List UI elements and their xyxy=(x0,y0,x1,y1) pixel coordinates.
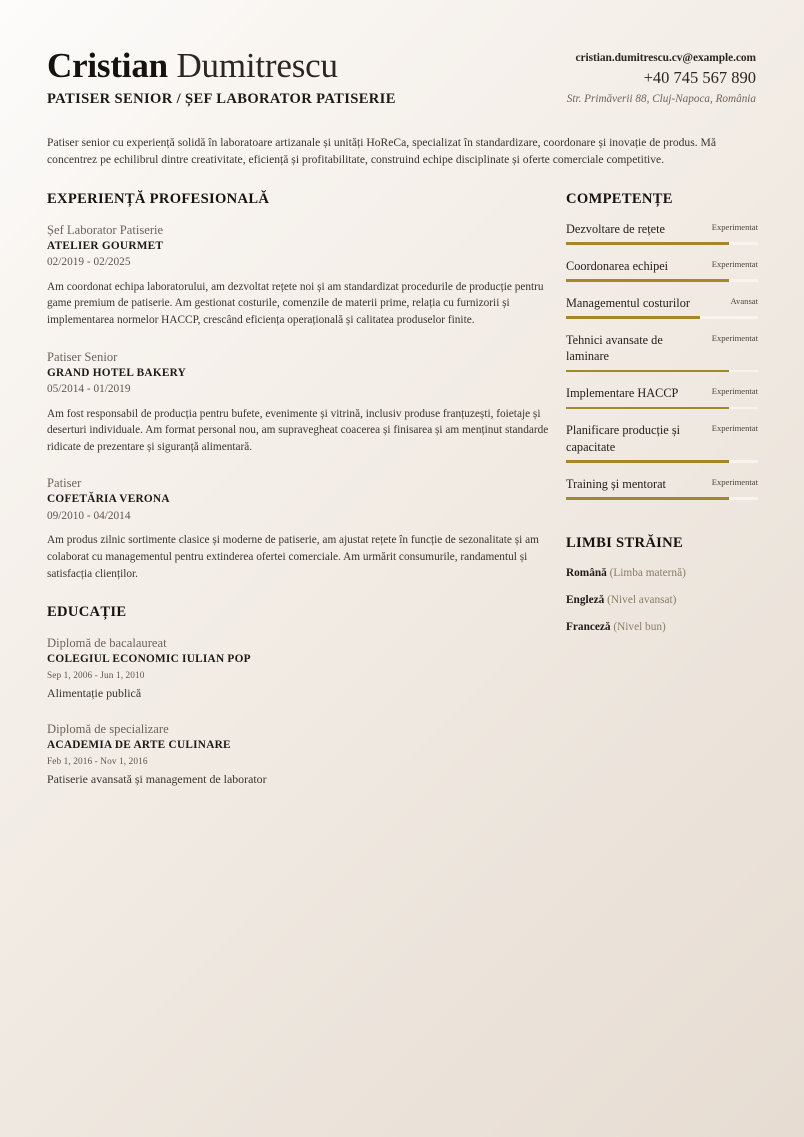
skill-name: Tehnici avansate de laminare xyxy=(566,332,663,364)
contact-address: Str. Primăverii 88, Cluj-Napoca, România xyxy=(566,92,756,105)
skill-level-label: Experimentat xyxy=(711,221,758,232)
family-name: Dumitrescu xyxy=(176,46,338,85)
skill-name: Training și mentorat xyxy=(566,476,666,491)
skill-item xyxy=(566,332,758,373)
skill-name: Dezvoltare de rețete xyxy=(566,221,665,236)
skill-bar-fill xyxy=(566,370,729,373)
education-entry xyxy=(47,721,552,787)
experience-role: Patiser Senior xyxy=(47,349,118,364)
skill-name: Coordonarea echipei xyxy=(566,258,669,273)
skill-bar-fill xyxy=(566,407,729,410)
experience-organization: ATELIER GOURMET xyxy=(47,239,164,252)
experience-entry xyxy=(47,475,552,582)
experience-dates: 02/2019 - 02/2025 xyxy=(47,256,131,269)
resume-header xyxy=(47,44,756,108)
skill-name: Planificare producție și capacitate xyxy=(566,423,681,454)
experience-dates: 09/2010 - 04/2014 xyxy=(47,509,131,522)
skill-bar-track xyxy=(566,407,758,410)
language-level: (Nivel avansat) xyxy=(607,593,677,606)
language-name: Română xyxy=(566,566,607,579)
experience-dates: 05/2014 - 01/2019 xyxy=(47,383,131,396)
skill-header xyxy=(566,221,758,238)
skill-item xyxy=(566,385,758,409)
skills-list xyxy=(566,221,758,500)
language-name: Engleză xyxy=(566,593,605,606)
education-school: ACADEMIA DE ARTE CULINARE xyxy=(47,739,231,752)
languages-section-title: LIMBI STRĂINE xyxy=(566,534,684,551)
skill-header xyxy=(566,258,758,275)
full-name xyxy=(47,46,396,86)
experience-entry xyxy=(47,349,552,456)
skills-section xyxy=(566,191,758,500)
experience-role: Șef Laborator Patiserie xyxy=(47,222,164,237)
skill-bar-track xyxy=(566,460,758,463)
education-section-title: EDUCAȚIE xyxy=(47,604,127,621)
skill-name: Managementul costurilor xyxy=(566,295,690,310)
skill-bar-track xyxy=(566,316,758,319)
languages-list xyxy=(566,565,758,635)
languages-section xyxy=(566,535,758,635)
skills-section-title: COMPETENȚE xyxy=(566,190,673,207)
skill-name: Implementare HACCP xyxy=(566,386,679,401)
contact-email[interactable]: cristian.dumitrescu.cv@example.com xyxy=(575,52,756,64)
skill-level-label: Experimentat xyxy=(711,332,758,343)
experience-entry xyxy=(47,222,552,329)
section-spacer xyxy=(566,513,758,535)
language-item xyxy=(566,565,758,581)
skill-item xyxy=(566,476,758,500)
experience-section-title: EXPERIENȚĂ PROFESIONALĂ xyxy=(47,190,270,207)
education-dates: Feb 1, 2016 - Nov 1, 2016 xyxy=(47,756,148,767)
skill-header xyxy=(566,476,758,493)
experience-role: Patiser xyxy=(47,476,82,491)
section-spacer xyxy=(47,582,552,604)
sidebar-column xyxy=(566,191,758,646)
professional-summary: Patiser senior cu experiență solidă în laboratoare artizanale și unități HoReCa, specializat în standardizare, coordonare și inovație de produs. Mă concentrez pe echilibrul dintre creativitate, eficiență și profitabilitate, construind echipe disciplinate și oferte comerciale competitive. xyxy=(47,136,716,167)
identity-block xyxy=(47,44,396,108)
skill-bar-fill xyxy=(566,279,729,282)
language-name: Franceză xyxy=(566,620,611,633)
skill-item xyxy=(566,295,758,319)
language-item xyxy=(566,619,758,635)
education-section xyxy=(47,604,552,787)
language-level: (Limba maternă) xyxy=(609,566,686,579)
language-item xyxy=(566,592,758,608)
experience-description: Am produs zilnic sortimente clasice și moderne de patiserie, am ajustat rețete în funcție de sezonalitate și am colaborat cu managementul pentru extinderea ofertei comerciale. Am urmărit consumurile, randamentul și satisfacția clienților. xyxy=(47,534,539,580)
experience-description: Am fost responsabil de producția pentru bufete, evenimente și vitrină, inclusiv produse franțuzești, foietaje și deserturi individuale. Am format personal nou, am supravegheat coacerea și finisarea și am menținut standarde ridicate de prezentare și siguranță alimentară. xyxy=(47,407,549,453)
contact-phone[interactable]: +40 745 567 890 xyxy=(643,68,756,88)
skill-level-label: Experimentat xyxy=(711,423,758,434)
contact-block xyxy=(567,44,756,107)
skill-level-label: Experimentat xyxy=(711,476,758,487)
language-level: (Nivel bun) xyxy=(613,620,666,633)
skill-level-label: Avansat xyxy=(730,295,758,306)
skill-bar-track xyxy=(566,279,758,282)
skill-bar-track xyxy=(566,370,758,373)
education-degree: Diplomă de bacalaureat xyxy=(47,636,167,651)
skill-level-label: Experimentat xyxy=(711,386,758,397)
given-name: Cristian xyxy=(47,46,168,85)
skill-bar-fill xyxy=(566,497,729,500)
skill-header xyxy=(566,295,758,312)
education-entry xyxy=(47,635,552,701)
skill-bar-fill xyxy=(566,316,700,319)
headline-job-title: PATISER SENIOR / ȘEF LABORATOR PATISERIE xyxy=(47,91,396,107)
skill-header xyxy=(566,422,758,455)
education-dates: Sep 1, 2006 - Jun 1, 2010 xyxy=(47,670,145,681)
skill-item xyxy=(566,258,758,282)
skill-header xyxy=(566,332,758,365)
experience-organization: COFETĂRIA VERONA xyxy=(47,493,170,506)
education-field: Alimentație publică xyxy=(47,686,142,701)
skill-header xyxy=(566,385,758,402)
experience-section xyxy=(47,191,552,582)
skill-level-label: Experimentat xyxy=(711,258,758,269)
skill-bar-track xyxy=(566,497,758,500)
experience-description: Am coordonat echipa laboratorului, am dezvoltat rețete noi și am standardizat procedurile de producție pentru game premium de patiserie. Am gestionat costurile, comenzile de materii prime, relația cu furnizorii și implementarea normelor HACCP, crescând eficiența operațională și calitatea produselor finite. xyxy=(47,280,544,326)
skill-item xyxy=(566,221,758,245)
body-columns xyxy=(47,191,756,787)
skill-bar-fill xyxy=(566,242,729,245)
experience-organization: GRAND HOTEL BAKERY xyxy=(47,366,187,379)
education-field: Patiserie avansată și management de laborator xyxy=(47,772,267,787)
skill-bar-track xyxy=(566,242,758,245)
education-degree: Diplomă de specializare xyxy=(47,722,169,737)
skill-item xyxy=(566,422,758,463)
main-column xyxy=(47,191,552,787)
skill-bar-fill xyxy=(566,460,729,463)
education-school: COLEGIUL ECONOMIC IULIAN POP xyxy=(47,653,251,666)
